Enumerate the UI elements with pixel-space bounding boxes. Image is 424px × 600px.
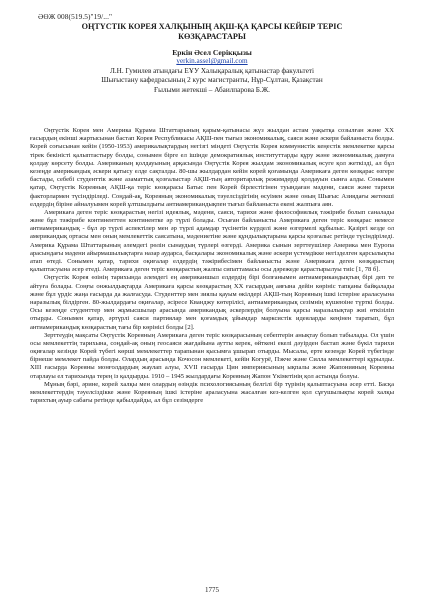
title-line: КӨЗҚАРАСТАРЫ [178,32,246,41]
supervisor: Ғылыми жетекші – Абаилпарова Б.Ж. [154,85,270,94]
body-paragraph: Оңтүстік Корея өзінің тарихында әлемдегі ең американшыл елдердің бірі болғанымен антиамерикандықтың бірі деп те айтуға болады. Соңғы онжылдықтарда Америкаға қарсы көзқарастың ХХ ғасырдың аяғына дейін көрініс тапқаны байқалады және бұл үрдіс жаңа ғасырда да жалғасуда. Студенттер мен зиялы қауым өкілдері АҚШ-тың Кореяның ішкі істеріне араласуына наразылық білдірген. 80-жылдардағы оқиғалар, әсіресе Кванджу көтерілісі, антиамерикандық сезімнің күшеюіне түрткі болды. Осы кезеңде студенттер мен жұмысшылар арасында американдық әскерлердің болуына қарсы наразылықтар жиі өткізіліп отырды. Сонымен қатар, әртүрлі саяси партиялар мен қоғамдық ұйымдар марксистік идеяларды кеңінен таратып, бұл антиамерикандық көзқарастың тағы бір көрінісі болды [2]. [30,274,394,331]
author-affiliation: Л.Н. Гумилев атындағы ЕҰУ Халықаралық қатынастар факультеті [109,66,315,75]
author-email-link[interactable]: yerkin.assel@gmail.com [176,57,248,66]
body-paragraph: Мұның бәрі, әрине, корей халқы мен олардың өзіндік психологиясының белгілі бір түрінің қалыптасуына әсер етті. Басқа мемлекеттердің тәуелсіздікке және Кореяның ішкі істеріне араласуына жасалған кез-келген қол сұғушылықты корей халқы тарихтың ауыр сабағы ретінде қабылдайды, ал бұл сезімдерге [30,380,394,405]
author-name: Еркін Әсел Серікқызы [172,48,252,57]
author-block [20,48,404,95]
body-paragraph: Зерттеудің мақсаты Оңтүстік Кореяның Америкаға деген теріс көзқарасының себептерін анықтау болып табылады. Ол үшін осы мемлекеттің тарихына, соңдай-ақ оның геосаяси жағдайына аутты керек, өйткені екелі дәуірден бастап және бүкіл тарихи оқиғалар кезінде Корей түбегі көрші мемлекеттер тарапынан қысымға ұшырап отырды. Мысалы, ерте кезеңде Корей түбегінде бірнеше мемлекет пайда болды. Олардың арасында Кочосон мемлекеті, кейін Когурё, Пэкче және Силла мемлекеттері құрылды. XIII ғасырда Кореяны монғолдардың жаулап алуы, XVII ғасырда Цин империясының ықпалы және Жапонияның Кореяны отарлауы ел тарихында терең із қалдырды. 1910 – 1945 жылдардағы Кореяның Жапон Үкіметінің қол астында болуы. [30,331,394,380]
paper-title [30,22,394,42]
title-line: ОҢТҮСТІК КОРЕЯ ХАЛҚЫНЫҢ АҚШ-ҚА ҚАРСЫ КЕЙБІР ТЕРІС [81,22,343,31]
body-paragraph: Америкаға деген теріс көзқарастың негізі идеялық, мәдени, саяси, тарихи және философиялық тәжірибе болып саналады және бұл тәжірибе континенттен континентке әр түрлі болады. Осыған байланысты Америкаға деген теріс көзқарас немесе антиамерикандық - бұл әр түрлі аспектілер мен әр түрлі адамдар түсінетін күрделі және өзгермелі құбылыс. Қазіргі кезде ол американдық ортасы мен оның мемлекеттік саясатына, мәдениетіне және құндылықтарына қарсы қозғалыс ретінде түсіндіріледі. Америка Құрама Штаттарының әлемдегі рөлін сынаудың түрлері өзгерді. Америка сынын зерттеушілер Америка мен Еуропа арасындағы мәдени айырмашылықтарға назар аударса, басқалары экономикалық және әскери үстемдікке негізделген қарсылықты атап өтеді. Сонымен қатар, тарихи оқиғалар елдердің тәжірибесімен байланысты және Америкаға деген көзқарастың қалыптасуына әсер етеді. Америкаға деген теріс көзқарастың жалпы сипаттамасы осы дәрежеде қарастырылуы тиіс [1, 78 б]. [30,208,394,274]
body-paragraph: Оңтүстік Корея мен Америка Құрама Штаттарының қарым-қатынасы жүз жылдан астам уақытқа созылған және ХХ ғасырдың екінші жартысынан бастап Корея Республикасы АҚШ-пен тығыз экономикалық, саяси және əскери байланыста болды. Корей соғысынан кейін (1950-1953) америкалықтардың негізгі міндеті Оңтүстік Корея коммунистік кеңестік мемлекетке қарсы тірек бекіністі қалыптастыру болды, сонымен бірге ел ішінде демократиялық институттарды құру және экономикалық дамуға қолдау көрсету болды. Американың қолдауының арқасында Оңтүстік Корея жылдам экономикалық өсуге қол жеткізді, ал бұл кезеңде американдық әскери қатысу елде сақталды. 80-шы жылдардан кейін корей қоғамында Америкаға деген көзқарас өзгере бастады, себебі студенттік және азаматтық қозғалыстар АҚШ-тың авторитарлық режимдерді қолдауын сынға алды. Сонымен қатар, Оңтүстік Кореяның АҚШ-қа теріс көзқарасы Батыс пен Корей бірлестігінен туындаған мәдени, саяси және тарихи факторлармен түсіндіріледі. Соңдай-ақ, Кореяның экономикалық тәуелсіздігінің өсуімен және оның Шығыс Азиядағы жетекші елдердің біріне айналуымен корей ұлтшылдығы антиамерикандықпен тығыз байланыста екені жалпыға аян. [30,127,394,208]
page-number: 1775 [205,586,219,594]
body-text [30,127,394,405]
udk-code: ӘӨЖ 008(519.5)"19/..." [38,12,113,21]
author-affiliation: Шығыстану кафедрасының 2 курс магистранты, Нұр-Сұлтан, Қазақстан [101,76,323,85]
